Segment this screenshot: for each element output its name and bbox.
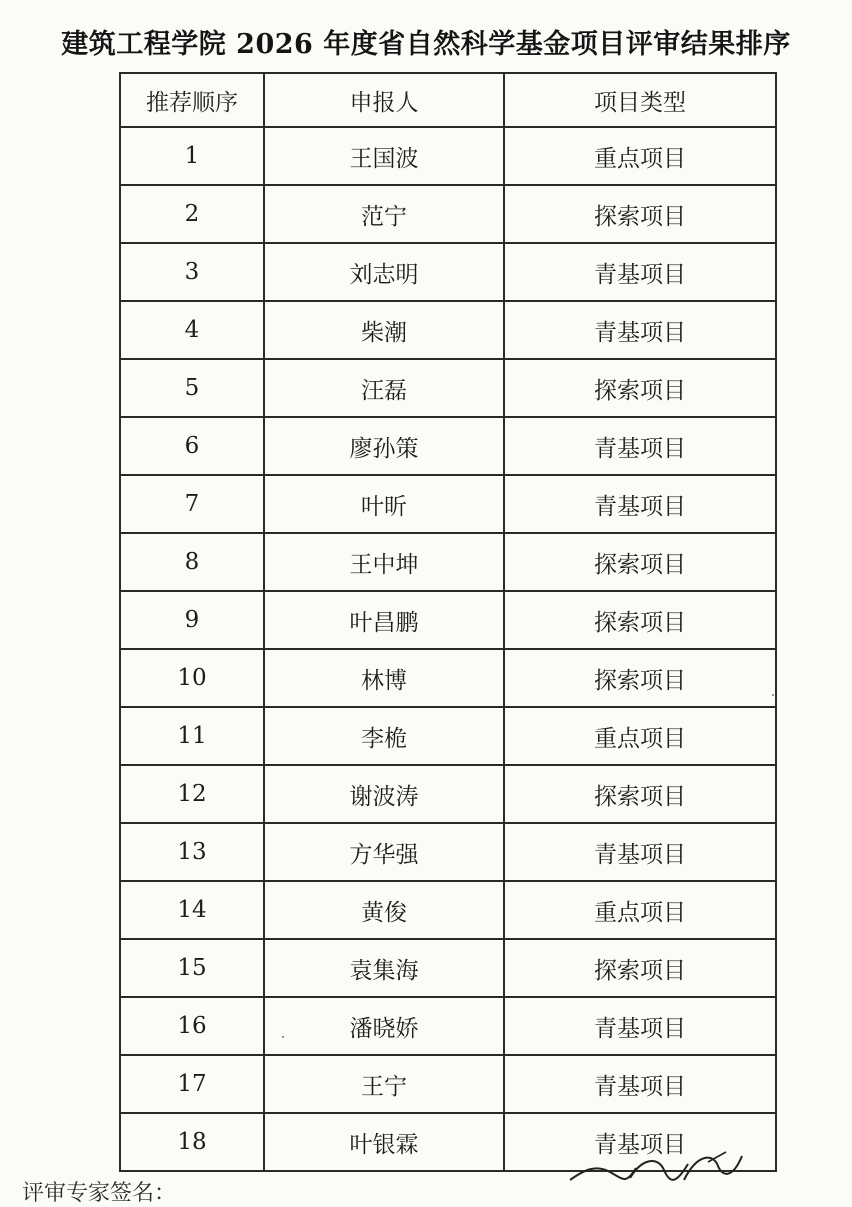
- cell-applicant: 廖孙策: [264, 417, 504, 475]
- cell-rank: 18: [120, 1113, 264, 1171]
- cell-applicant: 方华强: [264, 823, 504, 881]
- cell-applicant: 李桅: [264, 707, 504, 765]
- cell-rank: 7: [120, 475, 264, 533]
- table-row: [120, 939, 776, 997]
- cell-rank: 5: [120, 359, 264, 417]
- paper-speck: [772, 694, 774, 696]
- cell-project-type: 探索项目: [504, 185, 776, 243]
- cell-rank: 11: [120, 707, 264, 765]
- cell-project-type: 重点项目: [504, 881, 776, 939]
- cell-project-type: 青基项目: [504, 1055, 776, 1113]
- cell-project-type: 青基项目: [504, 997, 776, 1055]
- table-row: [120, 997, 776, 1055]
- cell-applicant: 潘晓娇: [264, 997, 504, 1055]
- cell-project-type: 青基项目: [504, 475, 776, 533]
- cell-applicant: 叶银霖: [264, 1113, 504, 1171]
- header-applicant: 申报人: [264, 73, 504, 127]
- cell-rank: 9: [120, 591, 264, 649]
- cell-project-type: 探索项目: [504, 533, 776, 591]
- table-row: [120, 359, 776, 417]
- cell-applicant: 黄俊: [264, 881, 504, 939]
- cell-project-type: 重点项目: [504, 127, 776, 185]
- cell-project-type: 青基项目: [504, 243, 776, 301]
- cell-project-type: 探索项目: [504, 765, 776, 823]
- cell-project-type: 探索项目: [504, 359, 776, 417]
- table-row: [120, 127, 776, 185]
- footer-signature-label: 评审专家签名：: [22, 1181, 177, 1206]
- cell-project-type: 探索项目: [504, 649, 776, 707]
- cell-rank: 2: [120, 185, 264, 243]
- cell-rank: 6: [120, 417, 264, 475]
- cell-applicant: 王宁: [264, 1055, 504, 1113]
- cell-applicant: 谢波涛: [264, 765, 504, 823]
- table-row: [120, 591, 776, 649]
- header-rank: 推荐顺序: [120, 73, 264, 127]
- cell-rank: 13: [120, 823, 264, 881]
- cell-applicant: 柴潮: [264, 301, 504, 359]
- cell-project-type: 探索项目: [504, 591, 776, 649]
- cell-applicant: 王国波: [264, 127, 504, 185]
- cell-applicant: 叶昌鹏: [264, 591, 504, 649]
- table-row: [120, 301, 776, 359]
- cell-applicant: 王中坤: [264, 533, 504, 591]
- table-row: [120, 417, 776, 475]
- table-row: [120, 185, 776, 243]
- cell-project-type: 青基项目: [504, 823, 776, 881]
- table-row: [120, 533, 776, 591]
- table-row: [120, 881, 776, 939]
- cell-rank: 3: [120, 243, 264, 301]
- paper-speck: [282, 1036, 284, 1038]
- table-row: [120, 707, 776, 765]
- results-table: [119, 72, 777, 1172]
- cell-applicant: 袁集海: [264, 939, 504, 997]
- table-row: [120, 649, 776, 707]
- table-row: [120, 475, 776, 533]
- table-row: [120, 765, 776, 823]
- cell-project-type: 青基项目: [504, 417, 776, 475]
- handwritten-signature: [566, 1150, 756, 1186]
- cell-applicant: 叶昕: [264, 475, 504, 533]
- table-row: [120, 243, 776, 301]
- cell-rank: 8: [120, 533, 264, 591]
- cell-rank: 16: [120, 997, 264, 1055]
- cell-rank: 17: [120, 1055, 264, 1113]
- cell-project-type: 青基项目: [504, 301, 776, 359]
- cell-rank: 10: [120, 649, 264, 707]
- table-row: [120, 823, 776, 881]
- cell-project-type: 重点项目: [504, 707, 776, 765]
- table-row: [120, 1055, 776, 1113]
- cell-rank: 15: [120, 939, 264, 997]
- cell-applicant: 刘志明: [264, 243, 504, 301]
- header-project-type: 项目类型: [504, 73, 776, 127]
- cell-applicant: 林博: [264, 649, 504, 707]
- cell-project-type: 青基项目: [504, 1113, 776, 1171]
- cell-project-type: 探索项目: [504, 939, 776, 997]
- cell-rank: 14: [120, 881, 264, 939]
- table-header-row: [120, 73, 776, 127]
- cell-applicant: 汪磊: [264, 359, 504, 417]
- cell-rank: 1: [120, 127, 264, 185]
- cell-rank: 12: [120, 765, 264, 823]
- cell-applicant: 范宁: [264, 185, 504, 243]
- cell-rank: 4: [120, 301, 264, 359]
- document-title: 建筑工程学院 2026 年度省自然科学基金项目评审结果排序: [61, 29, 791, 60]
